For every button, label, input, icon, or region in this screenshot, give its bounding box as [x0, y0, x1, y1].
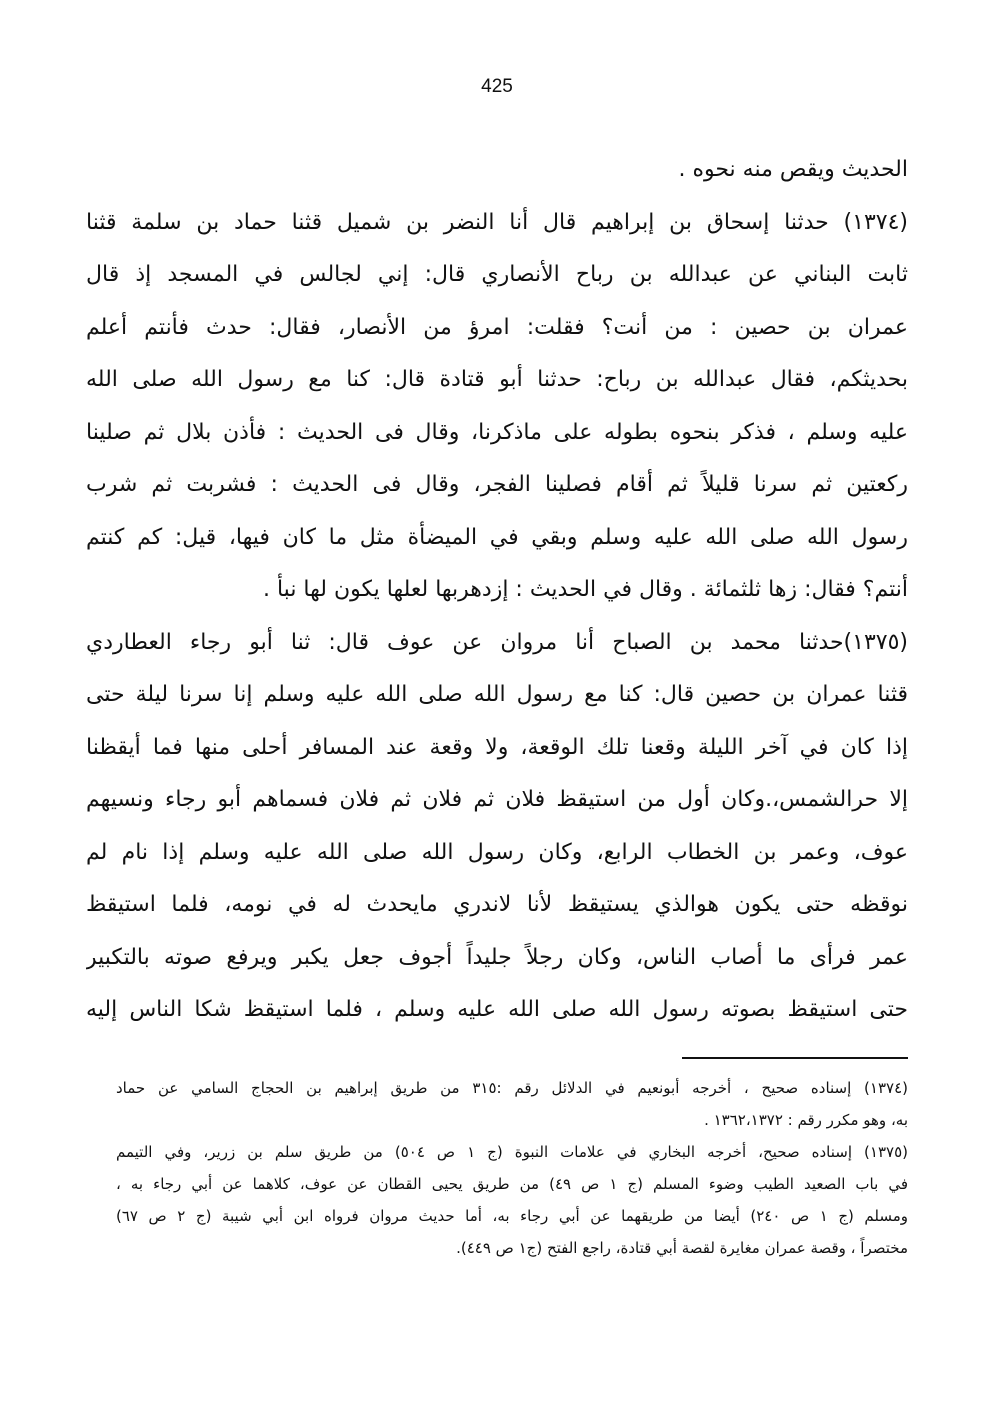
footnote-line: في باب الصعيد الطيب وضوء المسلم (ج ١ ص ٤٩) من طريق يحيى القطان عن عوف، كلاهما عن أبي رجاء به ، — [116, 1175, 908, 1193]
text-line: ثابت البناني عن عبدالله بن رباح الأنصاري قال: إني لجالس في المسجد إذ قال — [86, 262, 908, 287]
text-line: إلا حرالشمس،.وكان أول من استيقظ فلان ثم فلان ثم فلان فسماهم أبو رجاء ونسيهم — [86, 787, 908, 812]
text-line: الحديث ويقص منه نحوه . — [678, 157, 908, 182]
footnote-line: مختصراً ، وقصة عمران مغايرة لقصة أبي قتادة، راجع الفتح (ج١ ص ٤٤٩). — [456, 1239, 908, 1257]
text-line: أنتم؟ فقال: زها ثلثمائة . وقال في الحديث : إزدهربها لعلها يكون لها نبأ . — [262, 577, 908, 602]
text-line: حتى استيقظ بصوته رسول الله صلى الله عليه وسلم ، فلما استيقظ شكا الناس إليه — [86, 997, 908, 1022]
text-line: عمران بن حصين : من أنت؟ فقلت: امرؤ من الأنصار، فقال: حدث فأنتم أعلم — [86, 314, 908, 340]
footnote-line: (١٣٧٤) إسناده صحيح ، أخرجه أبونعيم في الدلائل رقم :٣١٥ من طريق إبراهيم بن الحجاج السامي عن حماد — [116, 1079, 908, 1097]
footnote-divider — [682, 1057, 908, 1059]
text-line: عليه وسلم ، فذكر بنحوه بطوله على ماذكرنا، وقال فى الحديث : فأذن بلال ثم صلينا — [86, 419, 908, 445]
text-line: إذا كان في آخر الليلة وقعنا تلك الوقعة، ولا وقعة عند المسافر أحلى منها فما أيقظنا — [86, 734, 908, 760]
text-line: قثنا عمران بن حصين قال: كنا مع رسول الله صلى الله عليه وسلم إنا سرنا ليلة حتى — [86, 682, 908, 707]
footnote-line: به، وهو مكرر رقم : ١٣٦٢،١٣٧٢ . — [704, 1111, 908, 1129]
main-text — [86, 144, 908, 1037]
footnotes — [116, 1072, 908, 1264]
text-line: نوقظه حتى يكون هوالذي يستيقظ لأنا لاندري مايحدث له في نومه، فلما استيقظ — [86, 892, 908, 917]
footnote-line: (١٣٧٥) إسناده صحيح، أخرجه البخاري في علامات النبوة (ج ١ ص ٥٠٤) من طريق سلم بن زرير، وفي التيمم — [116, 1143, 908, 1161]
text-line: (١٣٧٥)حدثنا محمد بن الصباح أنا مروان عن عوف قال: ثنا أبو رجاء العطاردي — [86, 629, 908, 655]
footnote-line: ومسلم (ج ١ ص ٢٤٠) أيضا من طريقهما عن أبي رجاء به، أما حديث مروان فرواه ابن أبي شيبة (ج ٢ ص ٦٧) — [116, 1207, 908, 1225]
text-line: عوف، وعمر بن الخطاب الرابع، وكان رسول الله صلى الله عليه وسلم إذا نام لم — [86, 839, 908, 865]
text-line: (١٣٧٤) حدثنا إسحاق بن إبراهيم قال أنا النضر بن شميل قثنا حماد بن سلمة قثنا — [86, 209, 908, 235]
text-line: بحديثكم، فقال عبدالله بن رباح: حدثنا أبو قتادة قال: كنا مع رسول الله صلى الله — [86, 367, 908, 392]
text-line: ركعتين ثم سرنا قليلاً ثم أقام فصلينا الفجر، وقال فى الحديث : فشربت ثم شرب — [86, 472, 908, 497]
page-number: 425 — [481, 76, 513, 97]
text-line: رسول الله صلى الله عليه وسلم وبقي في الميضأة مثل ما كان فيها، قيل: كم كنتم — [86, 524, 908, 550]
text-line: عمر فرأى ما أصاب الناس، وكان رجلاً جليداً أجوف جعل يكبر ويرفع صوته بالتكبير — [86, 944, 908, 970]
